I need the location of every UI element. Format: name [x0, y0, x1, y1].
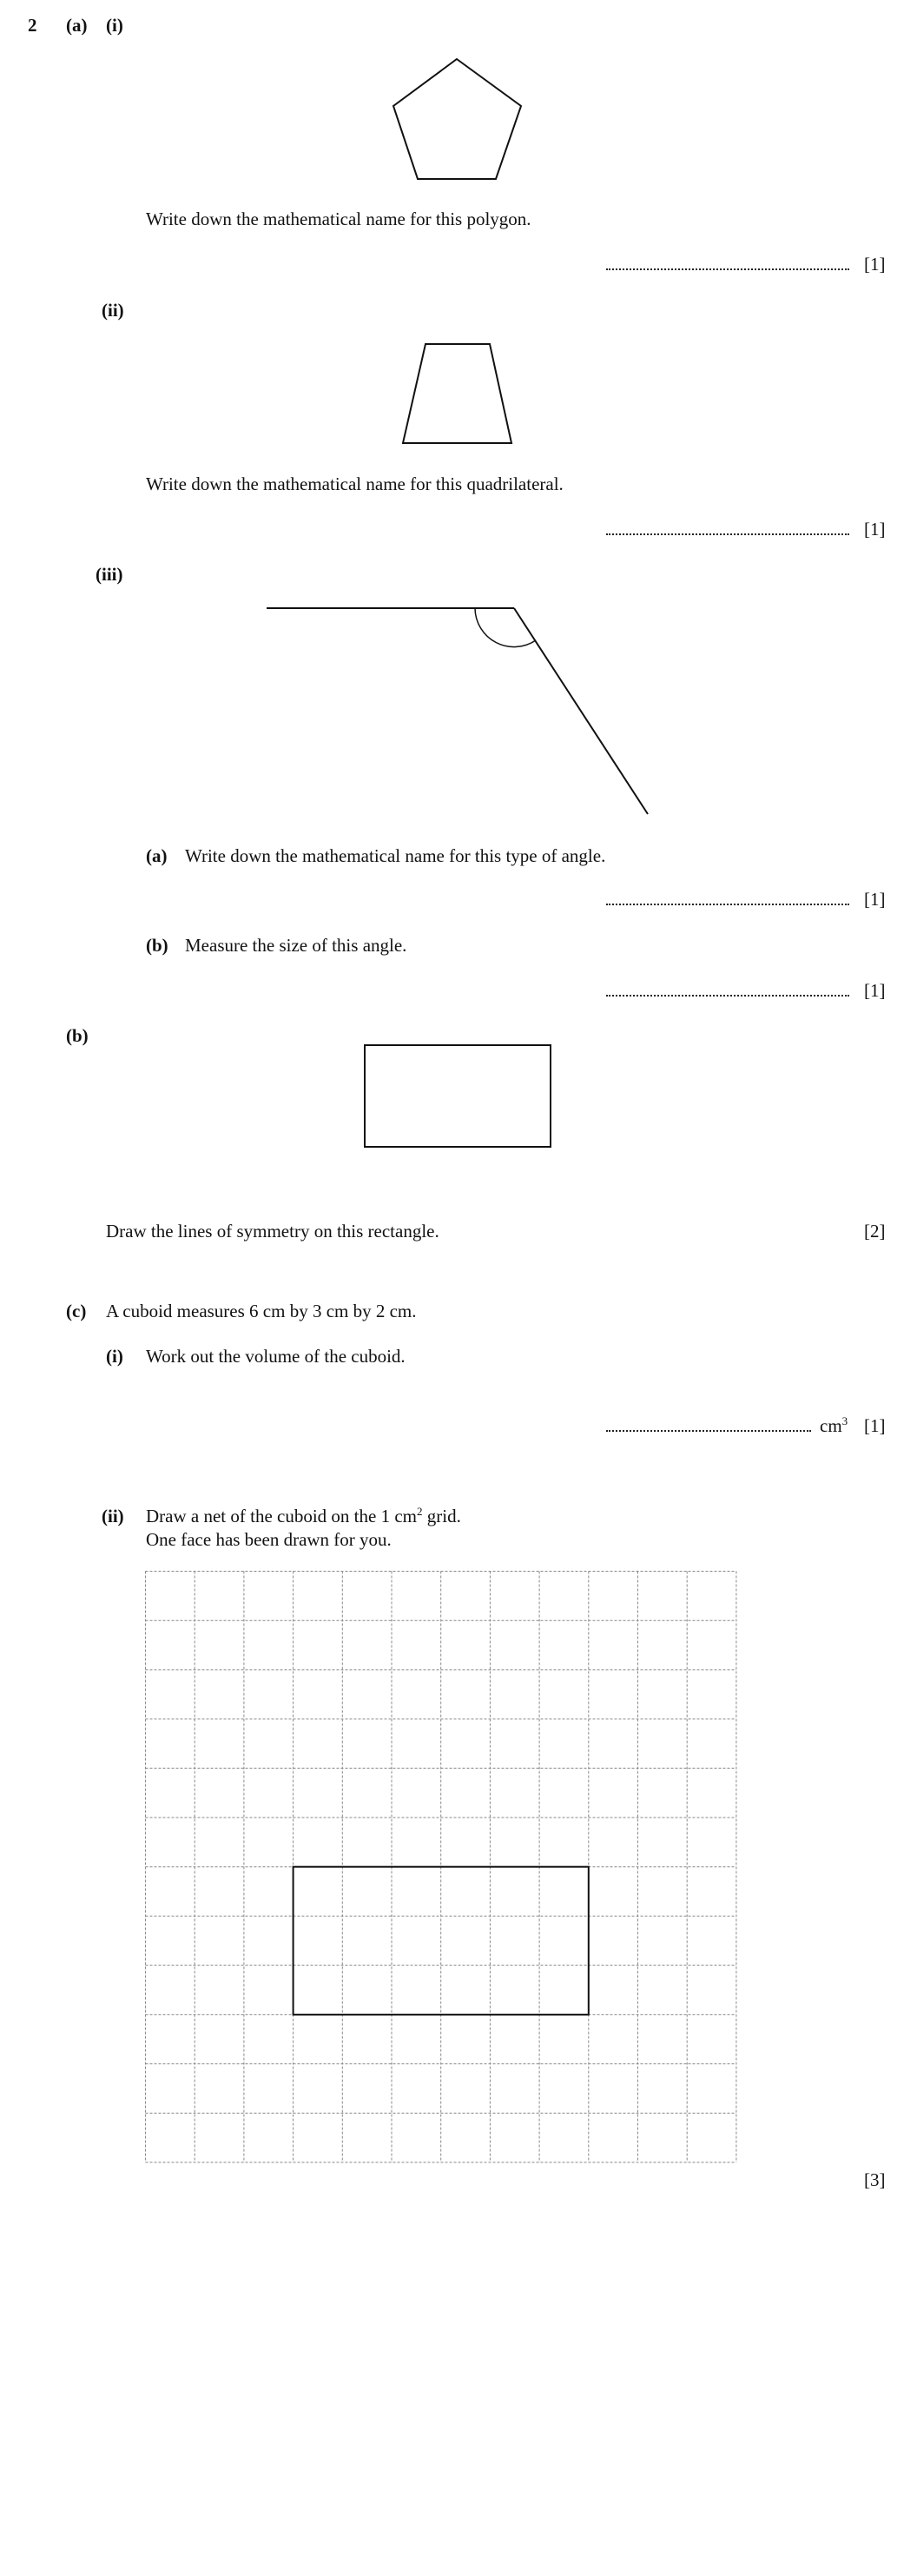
part-a-iii-b-prompt: Measure the size of this angle. [185, 935, 407, 956]
part-a-ii-label: (ii) [102, 300, 124, 321]
symmetry-rectangle [365, 1045, 551, 1147]
part-c-i-prompt: Work out the volume of the cuboid. [146, 1346, 406, 1367]
part-c-ii-label: (ii) [102, 1506, 124, 1526]
rectangle-figure [0, 0, 917, 1156]
marks-c-ii: [3] [864, 2169, 886, 2190]
part-a-i-prompt: Write down the mathematical name for this polygon. [146, 209, 531, 229]
marks-c-i: [1] [864, 1415, 886, 1436]
question-number: 2 [28, 15, 37, 36]
grid-unit-power: 2 [417, 1505, 423, 1518]
part-a-label: (a) [66, 15, 88, 36]
part-b-prompt: Draw the lines of symmetry on this rectangle. [106, 1221, 439, 1242]
marks-b: [2] [864, 1221, 886, 1242]
marks-a-iii-a: [1] [864, 889, 886, 910]
volume-unit-power: 3 [841, 1414, 848, 1427]
net-grid[interactable] [145, 1571, 736, 2162]
part-a-iii-label: (iii) [96, 564, 123, 585]
marks-a-iii-b: [1] [864, 980, 886, 1001]
part-c-intro: A cuboid measures 6 cm by 3 cm by 2 cm. [106, 1301, 417, 1321]
part-c-ii-prompt-line2: One face has been drawn for you. [146, 1529, 392, 1550]
answer-line-c-i[interactable] [606, 1415, 811, 1436]
part-a-i-label: (i) [106, 15, 123, 36]
part-c-label: (c) [66, 1301, 87, 1321]
volume-unit: $cm^3$ [820, 1414, 848, 1436]
marks-a-i: [1] [864, 254, 886, 275]
part-c-ii-prompt: Draw a net of the cuboid on the 1 $cm^2$ grid. [146, 1505, 461, 1526]
part-a-ii-prompt: Write down the mathematical name for this quadrilateral. [146, 473, 564, 494]
marks-a-ii: [1] [864, 519, 886, 540]
part-c-i-label: (i) [106, 1346, 123, 1367]
part-a-iii-a-label: (a) [146, 845, 168, 866]
part-b-label: (b) [66, 1025, 89, 1046]
part-a-iii-a-prompt: Write down the mathematical name for this type of angle. [185, 845, 606, 866]
part-a-iii-b-label: (b) [146, 935, 168, 956]
